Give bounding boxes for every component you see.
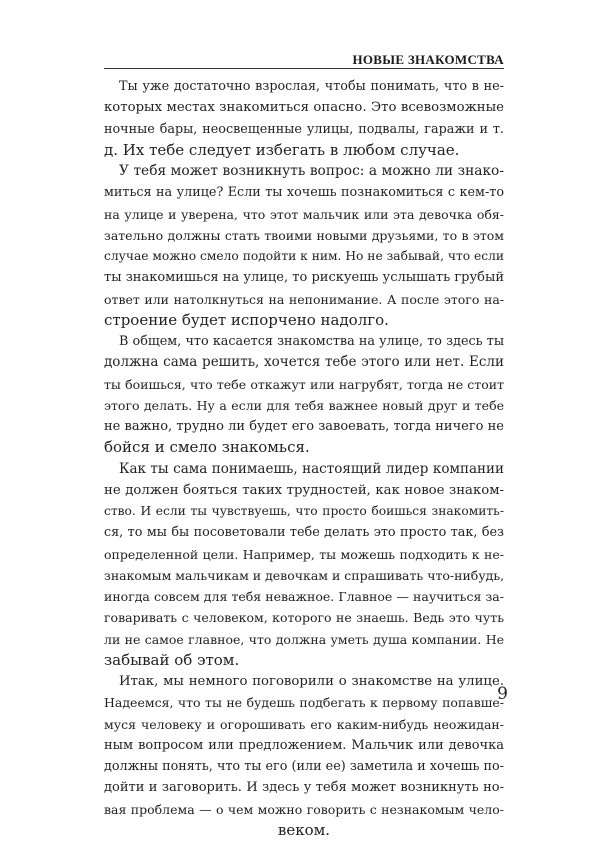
text-line: Надеемся, что ты не будешь подбегать к первому попавше- (104, 695, 504, 711)
text-line: иногда совсем для тебя неважное. Главное — научиться за- (104, 589, 504, 604)
text-line: ответ или натолкнуться на непонимание. А после этого на- (104, 291, 504, 307)
text-line: У тебя может возникнуть вопрос: а можно ли знако- (119, 163, 504, 179)
text-line: вая проблема — о чем можно говорить с незнакомым чело- (104, 801, 504, 817)
text-line: ночные бары, неосвещенные улицы, подвалы, гаражи и т. (104, 121, 504, 137)
text-line: на улице и уверена, что этот мальчик или эта девочка обя- (104, 206, 504, 222)
text-line: которых местах знакомиться опасно. Это всевозможные (104, 100, 504, 116)
text-line: забывай об этом. (104, 650, 240, 669)
text-line: случае можно смело подойти к ним. Но не забывай, что если (104, 249, 504, 263)
text-line: ным вопросом или предложением. Мальчик или девочка (104, 737, 504, 753)
text-line: должна сама решить, хочется тебе этого или нет. Если (104, 354, 504, 371)
text-line: муся человеку и огорошивать его каким-нибудь неожидан- (104, 716, 504, 732)
header-rule (104, 68, 504, 69)
paragraph (104, 161, 504, 331)
text-line: В общем, что касается знакомства на улице, то здесь ты (119, 334, 504, 349)
paragraph (104, 76, 504, 161)
text-line: д. Их тебе следует избегать в любом случае. (104, 140, 460, 159)
text-line: зательно должны стать твоими новыми друзьями, то в этом (104, 227, 504, 243)
text-line: не должен бояться таких трудностей, как новое знаком- (104, 482, 504, 498)
text-line: этого делать. Ну а если для тебя важнее новый друг и тебе (104, 397, 504, 413)
text-line: говаривать с человеком, которого не знаешь. Ведь это чуть (104, 610, 504, 626)
paragraph (104, 331, 504, 459)
text-line: Как ты сама понимаешь, настоящий лидер компании (119, 460, 504, 477)
text-line: определенной цели. Например, ты можешь подходить к не- (104, 546, 504, 562)
page-number: 9 (497, 684, 508, 704)
text-line: веком. (277, 820, 331, 839)
text-line: строение будет испорчено надолго. (104, 310, 389, 329)
text-line: должны понять, что ты его (или ее) заметила и хочешь по- (104, 759, 504, 774)
text-line: Ты уже достаточно взрослая, чтобы понимать, что в не- (119, 79, 504, 94)
text-line: ство. И если ты чувствуешь, что просто боишься знакомить- (104, 504, 504, 518)
text-line: миться на улице? Если ты хочешь познакомиться с кем-то (104, 185, 504, 201)
text-line: ты знакомишься на улице, то рискуешь услышать грубый (104, 270, 504, 286)
running-header: НОВЫЕ ЗНАКОМСТВА (352, 52, 504, 67)
text-line: ли не самое главное, что должна уметь душа компании. Не (104, 631, 504, 647)
text-line: дойти и заговорить. И здесь у тебя может возникнуть но- (104, 780, 504, 796)
body-text (104, 76, 504, 841)
paragraph (104, 459, 504, 672)
text-line: знакомым мальчикам и девочкам и спрашивать что-нибудь, (104, 567, 504, 583)
text-line: Итак, мы немного поговорили о знакомстве на улице. (119, 674, 504, 689)
text-line: не важно, трудно ли будет его завоевать, тогда ничего не (104, 419, 504, 434)
text-line: ты боишься, что тебе откажут или нагрубят, тогда не стоит (104, 376, 504, 392)
text-line: ся, то мы бы посоветовали тебе делать это просто так, без (104, 525, 504, 541)
text-line: бойся и смело знакомься. (104, 438, 310, 457)
